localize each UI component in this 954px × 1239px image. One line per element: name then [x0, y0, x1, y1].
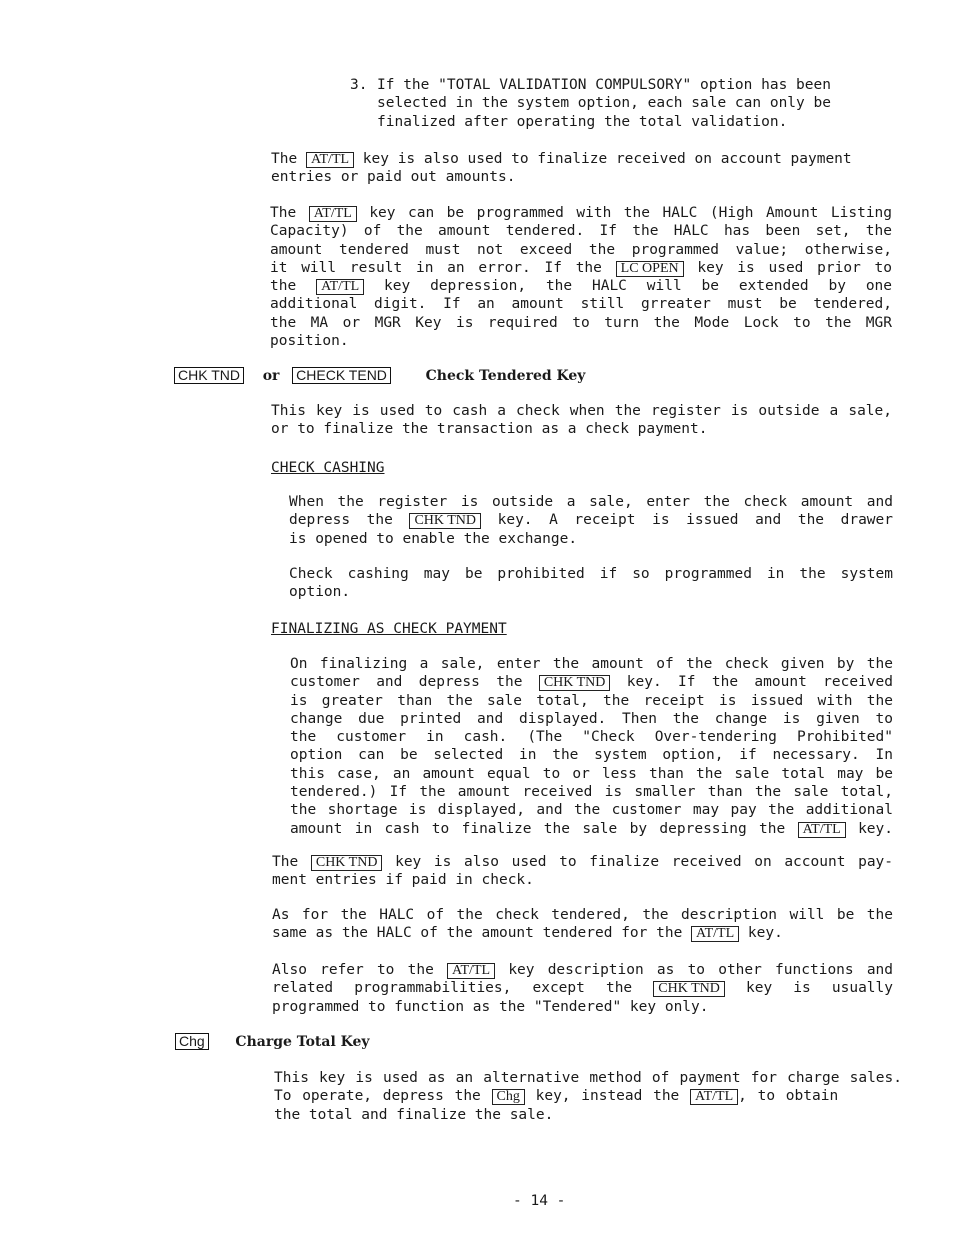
check-cashing-heading: CHECK CASHING — [271, 460, 385, 476]
chk-tnd-heading: CHK TND or CHECK TEND Check Tendered Key — [174, 367, 585, 385]
lc-open-key-label: LC OPEN — [616, 261, 684, 277]
chg-heading — [175, 1033, 370, 1051]
item3-number: 3. — [350, 77, 368, 93]
chk-tnd-key-label: CHK TND — [174, 367, 244, 384]
attl-key-label: AT/TL — [447, 963, 495, 979]
page-number: - 14 - — [513, 1193, 566, 1209]
chg-paragraph: This key is used as an alternative method of payment for charge sales. To operate, depress the Chg key, instead the AT/TL , to obtain the total and finalize the sale. — [274, 1070, 902, 1123]
chg-key-label: Chg — [492, 1089, 525, 1105]
chk-tnd-key-label: CHK TND — [409, 513, 481, 529]
chk-tnd-key-label: CHK TND — [653, 981, 725, 997]
halc-paragraph: The AT/TL key can be programmed with the HALC (High Amount Listing Capacity) of the amount tendered. If the HALC has been set, the amount tendered must not exceed the programmed value; otherwise, it will result in an error. If the LC OPEN key is used prior to the AT/TL key depression, the HALC will be extended by one additional digit. If an amount still grreater must be tendered, the MA or MGR Key is required to turn the Mode Lock to the MGR position. — [270, 205, 893, 350]
chk-tnd-key-label: CHK TND — [539, 675, 611, 691]
attl-key-label: AT/TL — [690, 1089, 738, 1105]
finalizing-paragraph: On finalizing a sale, enter the amount of the check given by the customer and depress the CHK TND key. If the amount received is greater than the sale total, the receipt is issued with the change due printed and displayed. Then the change is given to the customer in cash. (The "Check Over-tendering Prohibited" option can be selected in the system option, if necessary. In this case, an amount equal to or less than the sale total may be tendered.) If the amount received is smaller than the sale total, the shortage is displayed, and the customer may pay the additional amount in cash to finalize the sale by depressing the AT/TL key. — [290, 656, 894, 837]
attl-key-label: AT/TL — [309, 206, 357, 222]
item3-line-3: finalized after operating the total validation. — [377, 113, 788, 130]
attl-key-label: AT/TL — [316, 279, 364, 295]
attl-finalize-paragraph: The AT/TL key is also used to finalize received on account payment entries or paid out amounts. — [271, 151, 852, 186]
chg-key-label: Chg — [175, 1033, 209, 1050]
item3-line-2: selected in the system option, each sale can only be — [377, 95, 831, 112]
chk-tnd-key-label: CHK TND — [311, 855, 383, 871]
chk-tnd-also-paragraph: The CHK TND key is also used to finalize received on account pay- ment entries if paid in check. — [272, 854, 894, 889]
section-title: Check Tendered Key — [425, 368, 586, 384]
attl-key-label: AT/TL — [798, 822, 846, 838]
item3-text — [377, 76, 892, 131]
refer-paragraph: Also refer to the AT/TL key description as to other functions and related programmabilities, except the CHK TND key is usually programmed to function as the "Tendered" key only. — [272, 962, 894, 1015]
check-cashing-paragraph-2: Check cashing may be prohibited if so programmed in the system option. — [289, 566, 893, 601]
item3-line-1: If the "TOTAL VALIDATION COMPULSORY" option has been — [377, 77, 831, 93]
check-cashing-paragraph-1: When the register is outside a sale, enter the check amount and depress the CHK TND key. A receipt is issued and the drawer is opened to enable the exchange. — [289, 494, 893, 547]
check-tend-key-label: CHECK TEND — [292, 367, 391, 384]
finalizing-heading: FINALIZING AS CHECK PAYMENT — [271, 621, 507, 637]
attl-key-label: AT/TL — [306, 152, 354, 168]
check-tendered-intro: This key is used to cash a check when the register is outside a sale, or to finalize the transaction as a check payment. — [271, 403, 892, 438]
attl-key-label: AT/TL — [691, 926, 739, 942]
section-title: Charge Total Key — [235, 1034, 370, 1050]
halc-check-paragraph: As for the HALC of the check tendered, the description will be the same as the HALC of the amount tendered for the AT/TL key. — [272, 907, 893, 942]
